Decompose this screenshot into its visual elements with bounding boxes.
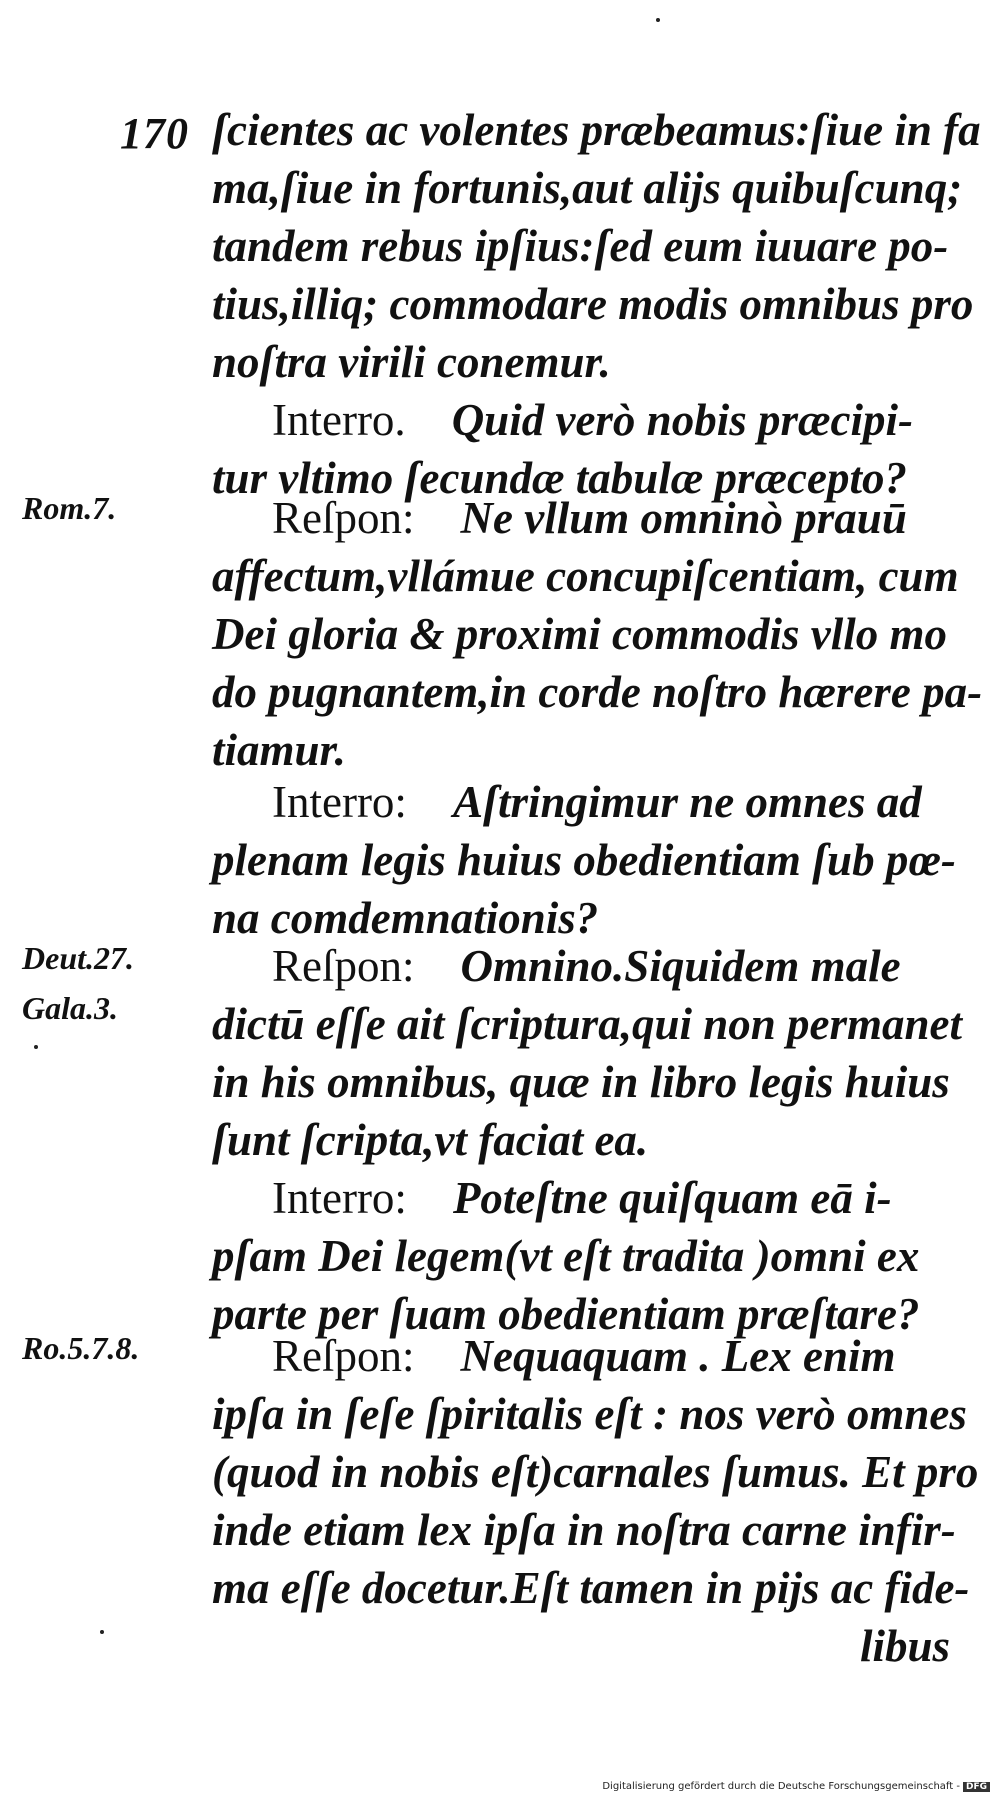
text-line: plenam legis huius obedientiam ſub pœ-: [212, 835, 956, 885]
interro-label: Interro.: [272, 395, 406, 445]
catchword: libus: [859, 1621, 950, 1671]
text-line: Dei gloria & proximi commodis vllo mo: [212, 609, 947, 659]
digitization-credit: [602, 1781, 990, 1792]
marginal-note: Ro.5.7.8.: [22, 1330, 140, 1366]
question-text: Quid verò nobis præcipi-: [451, 395, 913, 445]
text-line: parte per ſuam obedientiam præſtare?: [212, 1289, 920, 1339]
respon-label: Reſpon:: [272, 941, 415, 991]
scan-speck: [100, 1630, 104, 1634]
scan-speck: [34, 1045, 38, 1049]
question-line: [272, 395, 913, 445]
marginal-note: Gala.3.: [22, 990, 118, 1026]
text-line: affectum,vllámue concupiſcentiam, cum: [212, 551, 959, 601]
answer-text: Omnino.Siquidem male: [460, 941, 901, 991]
question-text: Aſtringimur ne omnes ad: [452, 777, 922, 827]
respon-label: Reſpon:: [272, 1331, 415, 1381]
text-line: tur vltimo ſecundæ tabulæ præcepto?: [212, 453, 907, 503]
page-number: 170: [120, 109, 189, 158]
text-line: dictū eſſe ait ſcriptura,qui non permanet: [212, 999, 963, 1049]
text-line: ma eſſe docetur.Eſt tamen in pijs ac fide-: [212, 1563, 970, 1613]
text-line: na comdemnationis?: [212, 893, 599, 943]
text-line: pſam Dei legem(vt eſt tradita )omni ex: [212, 1231, 920, 1281]
answer-line: [272, 941, 901, 991]
marginal-note: Deut.27.: [22, 940, 134, 976]
respon-label: Reſpon:: [272, 493, 415, 543]
text-line: tius,illiq; commodare modis omnibus pro: [212, 279, 974, 329]
text-line: ma,ſiue in fortunis,aut alijs quibuſcunq;: [212, 163, 963, 213]
question-line: [272, 1173, 892, 1223]
text-line: noſtra virili conemur.: [212, 337, 611, 387]
credit-text: Digitalisierung gefördert durch die Deutsche Forschungsgemeinschaft -: [602, 1781, 960, 1792]
marginal-note: Rom.7.: [22, 490, 117, 526]
text-line: ſunt ſcripta,vt faciat ea.: [212, 1115, 649, 1165]
interro-label: Interro:: [272, 777, 407, 827]
scan-speck: [656, 18, 660, 22]
text-line: (quod in nobis eſt)carnales ſumus. Et pro: [212, 1447, 979, 1497]
answer-text: Ne vllum omninò prauū: [460, 493, 907, 543]
text-line: inde etiam lex ipſa in noſtra carne infir-: [212, 1505, 956, 1555]
text-line: ipſa in ſeſe ſpiritalis eſt : nos verò omnes: [212, 1389, 967, 1439]
dfg-logo: DFG: [963, 1782, 990, 1792]
text-line: tiamur.: [212, 725, 346, 775]
question-line: [272, 777, 922, 827]
text-line: ſcientes ac volentes præbeamus:ſiue in fa: [212, 105, 981, 155]
answer-line: [272, 1331, 896, 1381]
text-line: tandem rebus ipſius:ſed eum iuuare po-: [212, 221, 949, 271]
answer-text: Nequaquam . Lex enim: [460, 1331, 896, 1381]
interro-label: Interro:: [272, 1173, 407, 1223]
text-line: in his omnibus, quæ in libro legis huius: [212, 1057, 950, 1107]
answer-line: [272, 493, 907, 543]
text-line: do pugnantem,in corde noſtro hærere pa-: [212, 667, 983, 717]
question-text: Poteſtne quiſquam eā i-: [452, 1173, 892, 1223]
